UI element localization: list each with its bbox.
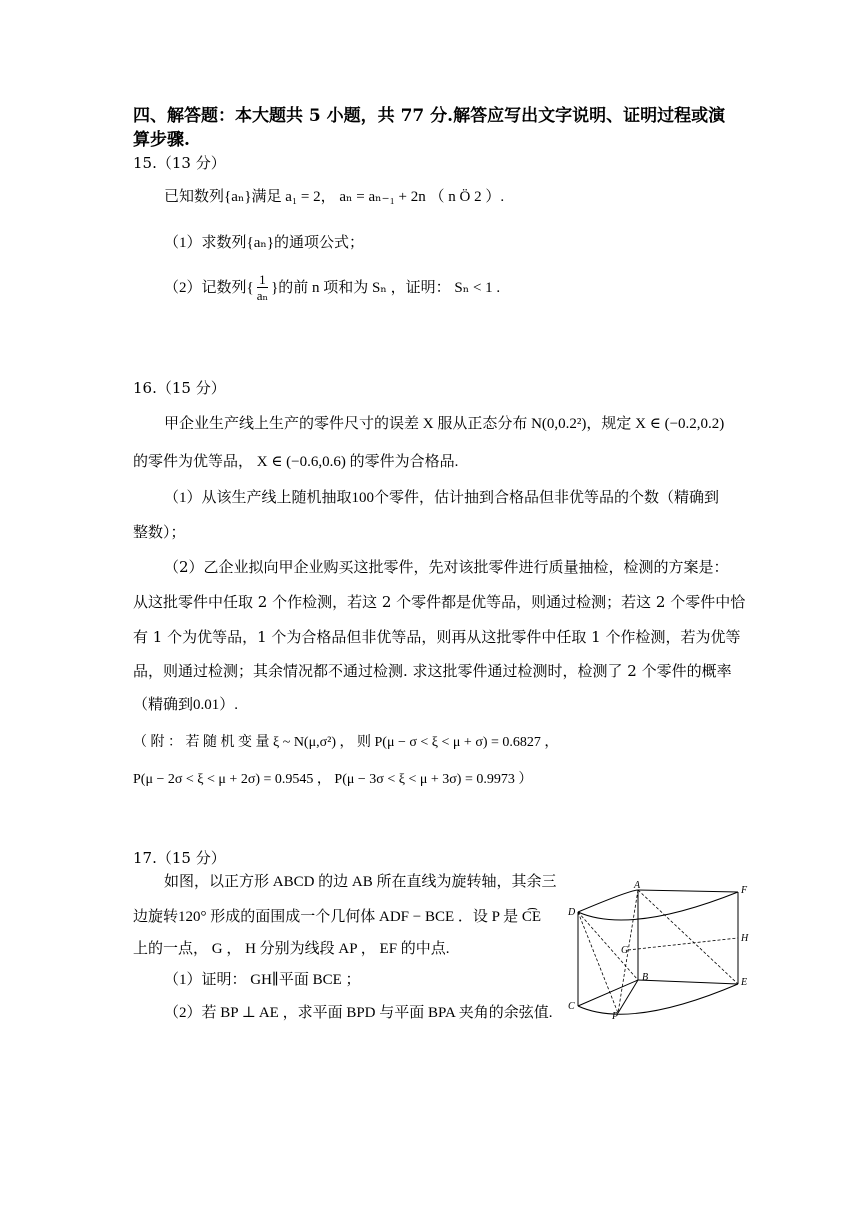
top-arc xyxy=(578,892,738,920)
label-h: H xyxy=(741,933,749,944)
label-d: D xyxy=(568,907,576,918)
q16-note-b: P(μ − 2σ < ξ < μ + 2σ) = 0.9545 ， P(μ − 3σ < ξ < μ + 3σ) = 0.9973 ） xyxy=(133,772,533,787)
fraction xyxy=(255,272,270,303)
q15-part2-suffix: }的前 n 项和为 Sₙ ，证明： Sₙ < 1 . xyxy=(271,279,501,296)
q15-stem: 已知数列{aₙ}满足 a₁ = 2， aₙ = aₙ₋₁ + 2n （ n Ö 2 ）. xyxy=(164,189,505,205)
label-p: P xyxy=(612,1011,619,1020)
label-e: E xyxy=(741,977,748,988)
heading-line-2: 算步骤. xyxy=(133,130,190,150)
q16-line2: 的零件为优等品， X ∈ (−0.6,0.6) 的零件为合格品. xyxy=(133,454,459,470)
q16-note-a: （ 附 ： 若 随 机 变 量 ξ ~ N(μ,σ²) ， 则 P(μ − σ < ξ < μ + σ) = 0.6827 ， xyxy=(133,735,559,750)
q16-part2-e: （精确到0.01）. xyxy=(133,697,239,713)
geometry-figure xyxy=(560,880,750,1020)
solid-figure-svg xyxy=(560,880,750,1020)
q17-line1: 如图，以正方形 ABCD 的边 AB 所在直线为旋转轴，其余三 xyxy=(164,874,557,890)
q16-line1: 甲企业生产线上生产的零件尺寸的误差 X 服从正态分布 N(0,0.2²)，规定 X ∈ (−0.2,0.2) xyxy=(164,416,725,432)
bottom-arc xyxy=(578,984,738,1014)
q17-line3: 上的一点， G ， H 分别为线段 AP ， EF 的中点. xyxy=(133,941,450,957)
fraction-numerator: 1 xyxy=(259,272,266,287)
q16-part2-b: 从这批零件中任取 2 个作检测，若这 2 个零件都是优等品，则通过检测；若这 2 个零件中恰 xyxy=(133,593,746,611)
seg-gh xyxy=(628,938,738,950)
label-c: C xyxy=(568,1001,575,1012)
label-b: B xyxy=(642,972,649,983)
q16-part2-c: 有 1 个为优等品，1 个为合格品但非优等品，则再从这批零件中任取 1 个作检测，若为优等 xyxy=(133,628,741,646)
fraction-denominator: aₙ xyxy=(256,288,269,303)
q17-line2: 边旋转120° 形成的面围成一个几何体 ADF − BCE ．设 P 是 C͡E xyxy=(133,909,542,925)
q17-part2: （2）若 BP ⊥ AE ，求平面 BPD 与平面 BPA 夹角的余弦值. xyxy=(164,1005,553,1021)
edge-cb xyxy=(578,980,638,1006)
q16-part2-d: 品，则通过检测；其余情况都不通过检测. 求这批零件通过检测时，检测了 2 个零件的概率 xyxy=(133,662,732,680)
edge-be xyxy=(638,980,738,984)
label-g: G xyxy=(621,945,629,956)
q15-part1: （1）求数列{aₙ}的通项公式； xyxy=(164,235,365,251)
label-f: F xyxy=(741,885,748,896)
q17-number: 17.（15 分） xyxy=(133,849,226,867)
q15-number: 15.（13 分） xyxy=(133,154,226,172)
q16-part2-a: （2）乙企业拟向甲企业购买这批零件，先对该批零件进行质量抽检，检测的方案是： xyxy=(164,558,729,576)
q15-part2 xyxy=(164,272,500,303)
q16-part1-b: 整数）； xyxy=(133,523,186,541)
q15-part2-prefix: （2）记数列{ xyxy=(164,279,254,296)
heading-line-1: 四、解答题：本大题共 5 小题，共 77 分.解答应写出文字说明、证明过程或演 xyxy=(133,106,726,126)
label-a: A xyxy=(634,880,641,891)
seg-ae xyxy=(638,890,738,984)
q16-part1-a: （1）从该生产线上随机抽取100个零件，估计抽到合格品但非优等品的个数（精确到 xyxy=(164,490,720,506)
q17-part1: （1）证明： GH∥平面 BCE ； xyxy=(164,972,361,988)
q16-number: 16.（15 分） xyxy=(133,379,226,397)
